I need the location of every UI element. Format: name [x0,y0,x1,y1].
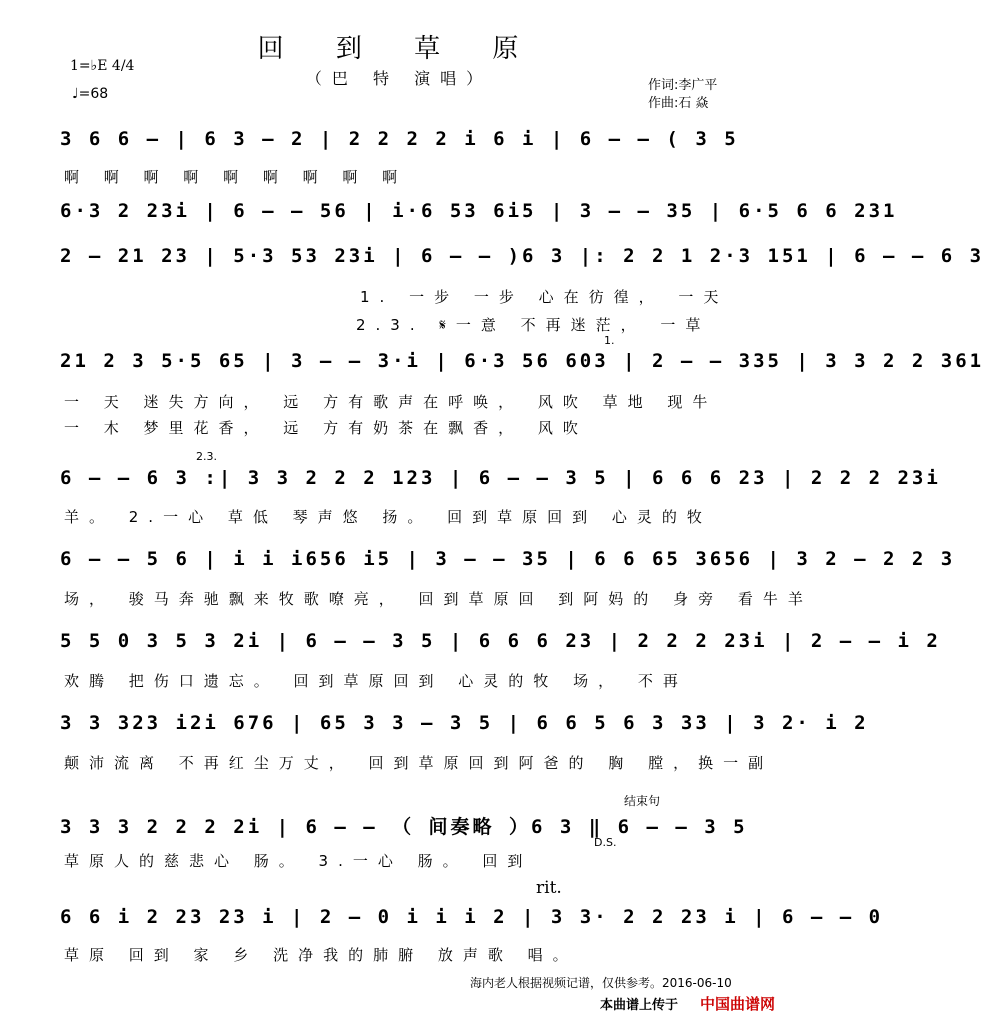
notes-row: 6 – – 5 6 | i i i656 i5 | 3 – – 35 | 6 6 65 3656 | 3 2 – 2 2 3 [60,548,956,570]
notes-row: 21 2 3 5·5 65 | 3 – – 3·i | 6·3 56 603 | 2 – – 335 | 3 3 2 2 361 [60,350,984,372]
notes-row: 6·3 2 23i | 6 – – 56 | i·6 53 6i5 | 3 – – 35 | 6·5 6 6 231 [60,200,898,222]
lyric-line: 草原人的慈悲心 肠。 3.一心 肠。 回到 [64,852,533,870]
lyric-line: 欢腾 把伤口遗忘。 回到草原回到 心灵的牧 场， 不再 [64,672,688,690]
lyric-line: 场， 骏马奔驰飘来牧歌嘹亮， 回到草原回 到阿妈的 身旁 看牛羊 [64,590,813,608]
first-ending-label: 1. [604,334,615,347]
notes-row: 2 – 21 23 | 5·3 53 23i | 6 – – )6 3 |: 2 2 1 2·3 151 | 6 – – 6 3 [60,245,984,267]
lyric-line: 1. 一步 一步 心在彷徨， 一天 [360,288,729,306]
lyricist-credit: 作词:李广平 [648,78,718,93]
notes-row: 5 5 0 3 5 3 2i | 6 – – 3 5 | 6 6 6 23 | 2 2 2 23i | 2 – – i 2 [60,630,941,652]
lyric-line: 啊 啊 啊 啊 啊 啊 啊 啊 啊 [64,168,408,186]
coda-label: 结束句 [624,794,661,808]
notes-row: 6 6 i 2 23 23 i | 2 – 0 i i i 2 | 3 3· 2 2 23 i | 6 – – 0 [60,906,884,928]
transcriber-note: 海内老人根据视频记谱，仅供参考。2016-06-10 [470,976,732,990]
lyric-line: 羊。 2.一心 草低 琴声悠 扬。 回到草原回到 心灵的牧 [64,508,712,526]
lyric-line: 2.3. 𝄋一意 不再迷茫， 一草 [356,316,711,334]
lyric-line: 一 木 梦里花香， 远 方有奶茶在飘香， 风吹 [64,419,588,437]
site-logo: 中国曲谱网 [700,995,776,1013]
page-title: 回 到 草 原 [257,34,541,64]
notes-row: 3 3 323 i2i 676 | 65 3 3 – 3 5 | 6 6 5 6 3 33 | 3 2· i 2 [60,712,869,734]
key-signature: 1=♭E 4/4 [70,58,135,74]
notes-row: 3 3 3 2 2 2 2i | 6 – – （ 间奏略 ）6 3 ‖ 6 – – 3 5 [60,816,748,838]
lyric-line: 颠沛流离 不再红尘万丈， 回到草原回到阿爸的 胸 膛，换一副 [64,754,774,772]
lyric-line: 草原 回到 家 乡 洗净我的肺腑 放声歌 唱。 [64,946,578,964]
lyric-line: 一 天 迷失方向， 远 方有歌声在呼唤， 风吹 草地 现牛 [64,393,718,411]
notes-row: 3 6 6 – | 6 3 – 2 | 2 2 2 2 i 6 i | 6 – – ( 3 5 [60,128,739,150]
rit-mark: rit. [536,878,562,898]
notes-row: 6 – – 6 3 :| 3 3 2 2 2 123 | 6 – – 3 5 | 6 6 6 23 | 2 2 2 23i [60,467,941,489]
second-ending-label: 2.3. [196,450,217,463]
tempo-mark: ♩=68 [72,86,109,102]
upload-note: 本曲谱上传于 [600,998,679,1013]
ds-mark: D.S. [594,836,617,849]
composer-credit: 作曲:石 焱 [648,96,709,111]
page-subtitle: （巴 特 演唱） [305,69,493,88]
